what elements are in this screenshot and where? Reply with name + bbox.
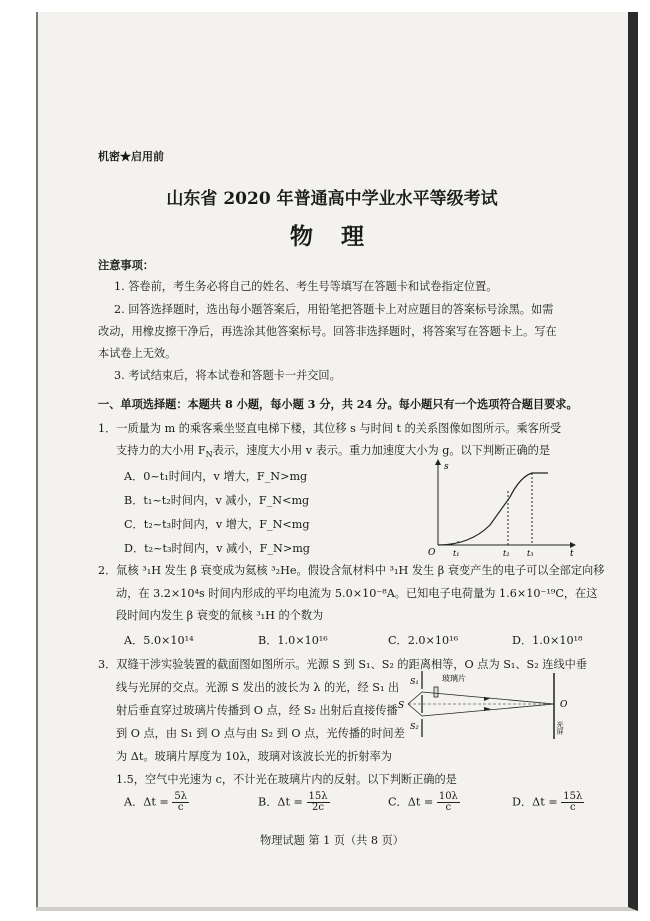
note-line: 本试卷上无效。	[98, 347, 177, 360]
graph-tick-t3: t₃	[527, 549, 534, 557]
note-line: 改动，用橡皮擦干净后，再选涂其他答案标号。回答非选择题时，将答案写在答题卡上。写在	[98, 325, 557, 338]
q3-option-a: A．Δt = $\frac{5\lambda}{c}$	[124, 791, 188, 813]
q1-option-a: A．0~t₁时间内，v 增大，F_N>mg	[124, 470, 308, 483]
slit1-label: S₁	[410, 677, 419, 686]
q3-interference-diagram	[394, 667, 574, 752]
section-heading: 一、单项选择题：本题共 8 小题，每小题 3 分，共 24 分。每小题只有一个选项符合题目要求。	[98, 397, 578, 411]
graph-tick-t1: t₁	[453, 549, 460, 557]
q1-option-c: C．t₂~t₃时间内，v 增大，F_N<mg	[124, 518, 310, 531]
notes-heading: 注意事项：	[98, 258, 154, 272]
q2-stem: 动，在 3.2×10⁴s 时间内形成的平均电流为 5.0×10⁻⁸A。已知电子电荷量为 1.6×10⁻¹⁹C，在这	[116, 587, 598, 600]
q3-option-c: C．Δt = $\frac{10\lambda}{c}$	[388, 791, 458, 813]
slit2-label: S₂	[410, 722, 419, 731]
graph-tick-t2: t₂	[503, 549, 510, 557]
graph-x-label: t	[570, 549, 574, 557]
q2-option-d: D．1.0×10¹⁸	[512, 634, 583, 647]
note-line: 1. 答卷前，考生务必将自己的姓名、考生号等填写在答题卡和试卷指定位置。	[114, 280, 498, 293]
note-line: 2. 回答选择题时，选出每小题答案后，用铅笔把答题卡上对应题目的答案标号涂黑。如需	[114, 303, 554, 316]
q2-option-a: A．5.0×10¹⁴	[124, 634, 194, 647]
q2-stem: 2．氚核 ³₁H 发生 β 衰变成为氦核 ³₂He。假设含氚材料中 ³₁H 发生 β 衰变产生的电子可以全部定向移	[98, 564, 605, 577]
q3-option-d: D．Δt = $\frac{15\lambda}{c}$	[512, 791, 583, 813]
q3-stem: 射后垂直穿过玻璃片传播到 O 点，经 S₂ 出射后直接传播	[116, 704, 398, 717]
q1-option-d: D．t₂~t₃时间内，v 减小，F_N>mg	[124, 542, 310, 555]
point-o-label: O	[560, 700, 568, 710]
page-footer: 物理试题 第 1 页（共 8 页）	[260, 834, 404, 847]
q3-stem: 线与光屏的交点。光源 S 发出的波长为 λ 的光，经 S₁ 出	[116, 681, 400, 694]
q3-stem: 为 Δt。玻璃片厚度为 10λ，玻璃对该波长光的折射率为	[116, 750, 392, 763]
confidential-mark: 机密★启用前	[98, 150, 164, 163]
q3-stem: 3．双缝干涉实验装置的截面图如图所示。光源 S 到 S₁、S₂ 的距离相等，O 点为 S₁、S₂ 连线中垂	[98, 658, 588, 671]
graph-y-label: s	[444, 462, 449, 472]
q2-stem: 段时间内发生 β 衰变的氚核 ³₁H 的个数为	[116, 609, 324, 622]
q3-option-b: B．Δt = $\frac{15\lambda}{2c}$	[258, 791, 328, 813]
exam-page	[36, 12, 638, 911]
glass-label: 玻璃片	[442, 674, 466, 683]
q3-stem: 1.5，空气中光速为 c，不计光在玻璃片内的反射。以下判断正确的是	[116, 773, 457, 786]
graph-origin: O	[428, 548, 436, 557]
q2-option-c: C．2.0×10¹⁶	[388, 634, 459, 647]
subject-title: 物 理	[289, 223, 374, 250]
exam-title: 山东省 2020 年普通高中学业水平等级考试	[166, 189, 498, 209]
q1-st-graph	[420, 457, 580, 557]
q2-option-b: B．1.0×10¹⁶	[258, 634, 328, 647]
q3-stem: 到 O 点，由 S₁ 到 O 点与由 S₂ 到 O 点，光传播的时间差	[116, 727, 405, 740]
source-label: S	[398, 701, 405, 711]
q1-stem: 支持力的大小用 $F_N$表示，速度大小用 v 表示。重力加速度大小为 g。以下判断正确的是	[116, 444, 551, 460]
note-line: 3. 考试结束后，将本试卷和答题卡一并交回。	[114, 369, 341, 382]
q1-option-b: B．t₁~t₂时间内，v 减小，F_N<mg	[124, 494, 310, 507]
screen-label: 光屏	[556, 721, 564, 735]
q1-stem: 1．一质量为 m 的乘客乘坐竖直电梯下楼，其位移 s 与时间 t 的关系图像如图所示。乘客所受	[98, 422, 562, 435]
